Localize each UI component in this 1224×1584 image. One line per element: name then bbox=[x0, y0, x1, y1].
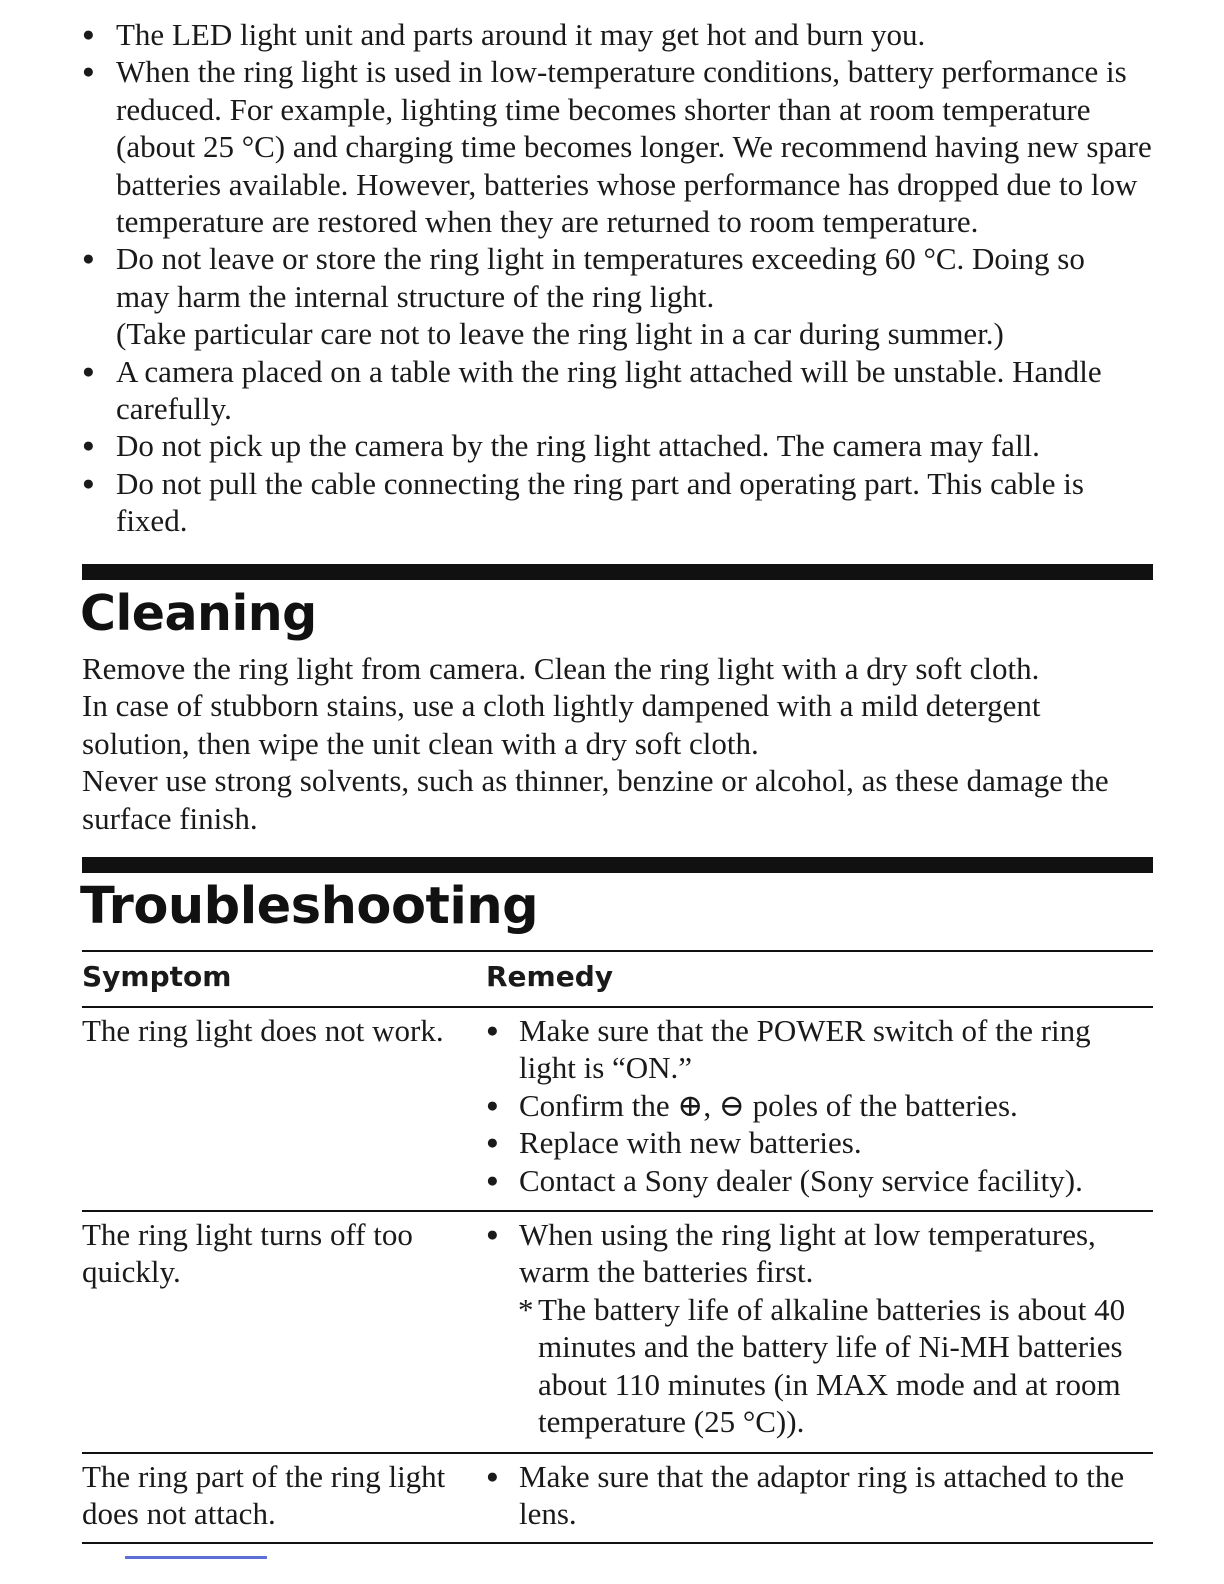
remedy-item: ● When using the ring light at low temperatures, warm the batteries first. bbox=[486, 1216, 1156, 1291]
symptom-cell: The ring light turns off too quickly. bbox=[82, 1217, 413, 1290]
note-asterisk: * bbox=[518, 1291, 534, 1327]
precaution-item: ● A camera placed on a table with the ring light attached will be unstable. Handle carefully. bbox=[82, 353, 1162, 428]
table-header-border bbox=[82, 1006, 1153, 1008]
table-bottom-border bbox=[82, 1542, 1153, 1544]
precaution-item: ● Do not pull the cable connecting the ring part and operating part. This cable is fixed. bbox=[82, 465, 1162, 540]
page-footer-accent bbox=[125, 1556, 267, 1559]
precaution-note-line: (Take particular care not to leave the ring light in a car during summer.) bbox=[116, 316, 1004, 352]
remedy-list bbox=[486, 1458, 1156, 1533]
precaution-item: ● Do not pick up the camera by the ring light attached. The camera may fall. bbox=[82, 427, 1162, 464]
cleaning-line: In case of stubborn stains, use a cloth lightly dampened with a mild detergent solution, then wipe the unit clean with a dry soft cloth. bbox=[82, 688, 1041, 761]
cleaning-text bbox=[82, 650, 1162, 837]
remedy-item: ● Confirm the ⊕, ⊖ poles of the batteries. bbox=[486, 1087, 1156, 1124]
table-top-border bbox=[82, 950, 1153, 952]
symptom-cell: The ring part of the ring light does not attach. bbox=[82, 1459, 446, 1532]
column-header-symptom: Symptom bbox=[82, 960, 232, 993]
note-text: The battery life of alkaline batteries is about 40 minutes and the battery life of Ni-MH batteries about 110 minutes (in MAX mode and at room temperature (25 °C)). bbox=[538, 1291, 1126, 1440]
battery-life-note bbox=[518, 1291, 1156, 1441]
remedy-list bbox=[486, 1216, 1156, 1440]
precaution-item: ● Do not leave or store the ring light in temperatures exceeding 60 °C. Doing so may harm the internal structure of the ring light. bbox=[82, 240, 1162, 315]
cleaning-heading: Cleaning bbox=[80, 585, 317, 642]
precaution-item: ● When the ring light is used in low-temperature conditions, battery performance is reduced. For example, lighting time becomes shorter than at room temperature (about 25 °C) and charging time becomes longer. We recommend having new spare batteries available. However, batteries whose performance has dropped due to low temperature are restored when they are returned to room temperature. bbox=[82, 53, 1162, 240]
remedy-item: ● Replace with new batteries. bbox=[486, 1124, 1156, 1161]
cleaning-line: Remove the ring light from camera. Clean the ring light with a dry soft cloth. bbox=[82, 651, 1040, 686]
section-divider bbox=[82, 564, 1153, 580]
section-divider bbox=[82, 857, 1153, 873]
table-row-border bbox=[82, 1210, 1153, 1212]
precautions-list bbox=[82, 16, 1162, 540]
symptom-cell: The ring light does not work. bbox=[82, 1013, 444, 1048]
precaution-item: ● The LED light unit and parts around it may get hot and burn you. bbox=[82, 16, 1162, 53]
cleaning-line: Never use strong solvents, such as thinner, benzine or alcohol, as these damage the surface finish. bbox=[82, 763, 1109, 836]
table-row-border bbox=[82, 1452, 1153, 1454]
remedy-list bbox=[486, 1012, 1156, 1199]
remedy-item: ● Contact a Sony dealer (Sony service facility). bbox=[486, 1162, 1156, 1199]
remedy-item: ● Make sure that the adaptor ring is attached to the lens. bbox=[486, 1458, 1156, 1533]
column-header-remedy: Remedy bbox=[486, 960, 614, 993]
troubleshooting-heading: Troubleshooting bbox=[80, 877, 539, 936]
remedy-item: ● Make sure that the POWER switch of the ring light is “ON.” bbox=[486, 1012, 1156, 1087]
